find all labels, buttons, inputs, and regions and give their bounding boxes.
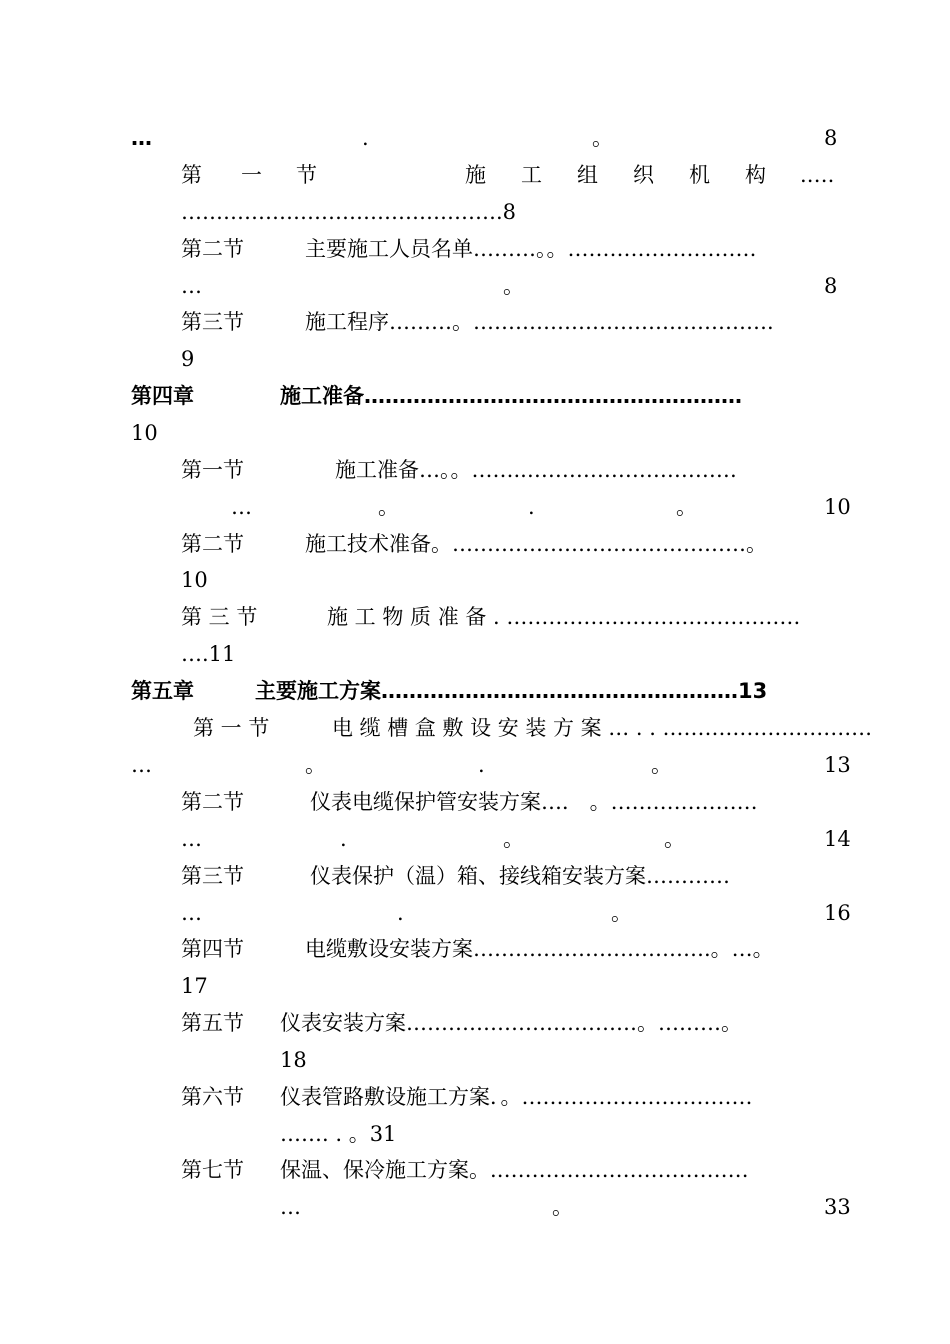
toc-chapter-label: 第四章 [131, 384, 194, 408]
toc-leader: . [340, 827, 347, 851]
toc-section-label: 第 三 节 [181, 605, 258, 629]
toc-leader: … [131, 126, 152, 150]
toc-section-title: 主要施工人员名单………。。……………………… [305, 237, 757, 261]
toc-section-label-char: 第 [181, 163, 202, 187]
toc-page-number: 10 [131, 421, 158, 445]
toc-leader: 。 [592, 126, 613, 150]
toc-leader: . [528, 495, 535, 519]
toc-leader: 。 [676, 495, 697, 519]
toc-section-label: 第五节 [181, 1011, 244, 1035]
toc-section-label: 第四节 [181, 937, 244, 961]
toc-page-number: 16 [824, 901, 851, 925]
toc-section-label: 第二节 [181, 790, 244, 814]
toc-leader: . [362, 126, 369, 150]
toc-page-number: 8 [824, 274, 838, 298]
toc-leader: 。 [552, 1195, 573, 1219]
toc-leader: … [231, 495, 252, 519]
toc-leader: .…. [800, 163, 835, 187]
toc-section-label: 第三节 [181, 310, 244, 334]
toc-section-label: 第六节 [181, 1085, 244, 1109]
toc-leader: 。 [503, 827, 524, 851]
toc-section-title: 施工准备…。。……..………………………… [335, 458, 737, 482]
toc-section-title: 仪表电缆保护管安装方案…． 。………………… [310, 790, 758, 814]
toc-section-title-char: 织 [633, 163, 654, 187]
toc-page-number: 13 [824, 753, 851, 777]
toc-section-label: 第 一 节 [193, 716, 270, 740]
toc-chapter-label: 第五章 [131, 679, 194, 703]
toc-leader: 。 [651, 753, 672, 777]
toc-section-title: 电缆敷设安装方案…………………………….。…。 [305, 937, 774, 961]
toc-leader: 。 [305, 753, 326, 777]
toc-section-title: 保温、保冷施工方案。.……………………………… [280, 1158, 749, 1182]
toc-leader: . [478, 753, 485, 777]
toc-leader: 。 [664, 827, 685, 851]
toc-chapter-title: 施工准备……………………………………………… [280, 384, 742, 408]
toc-page-number: 17 [181, 974, 208, 998]
toc-leader: 。 [503, 274, 524, 298]
toc-page-number: 10 [824, 495, 851, 519]
toc-page-number: 10 [181, 568, 208, 592]
toc-section-title: 电 缆 槽 盒 敷 设 安 装 方 案 … . . ………………………… [332, 716, 873, 740]
toc-section-title: 仪表管路敷设施工方案．。…………………………… [280, 1085, 753, 1109]
toc-leader: 。 [611, 901, 632, 925]
toc-section-title-char: 工 [521, 163, 542, 187]
toc-section-title-char: 机 [689, 163, 710, 187]
toc-leader: … [181, 827, 202, 851]
toc-section-label: 第二节 [181, 237, 244, 261]
toc-leader: … [181, 901, 202, 925]
toc-leader: … [181, 274, 202, 298]
toc-section-title: 仪表安装方案……………………………。………。 [280, 1011, 742, 1035]
toc-section-title: 施 工 物 质 准 备 . …………………………………… [327, 605, 801, 629]
toc-section-title-char: 施 [465, 163, 486, 187]
toc-section-label: 第三节 [181, 864, 244, 888]
toc-section-title: 施工程序………。……………………………………. [305, 310, 774, 334]
toc-section-label: 第一节 [181, 458, 244, 482]
toc-page-number: 33 [824, 1195, 851, 1219]
toc-leader: . [397, 901, 404, 925]
toc-page-number: 9 [181, 347, 195, 371]
toc-page-number: 14 [824, 827, 851, 851]
toc-page-number: 18 [280, 1048, 307, 1072]
toc-leader: … [280, 1195, 301, 1219]
toc-chapter-title: 主要施工方案……………………………………………13 [255, 679, 768, 703]
toc-section-label: 第七节 [181, 1158, 244, 1182]
toc-section-label-char: 节 [296, 163, 317, 187]
toc-leader-page: ……………………………………….8 [181, 200, 517, 224]
toc-section-title-char: 构 [745, 163, 766, 187]
toc-section-title-char: 组 [577, 163, 598, 187]
toc-section-title: 仪表保护（温）箱、接线箱安装方案………… [310, 864, 730, 888]
toc-section-title: 施工技术准备。……………………………………。 [305, 532, 767, 556]
toc-leader-page: ….11 [181, 642, 236, 666]
toc-page-number: 8 [824, 126, 838, 150]
toc-section-label: 第二节 [181, 532, 244, 556]
toc-leader-page: ……. . 。31 [280, 1122, 397, 1146]
toc-section-label-char: 一 [241, 163, 262, 187]
toc-leader: 。 [378, 495, 399, 519]
toc-leader: … [131, 753, 152, 777]
